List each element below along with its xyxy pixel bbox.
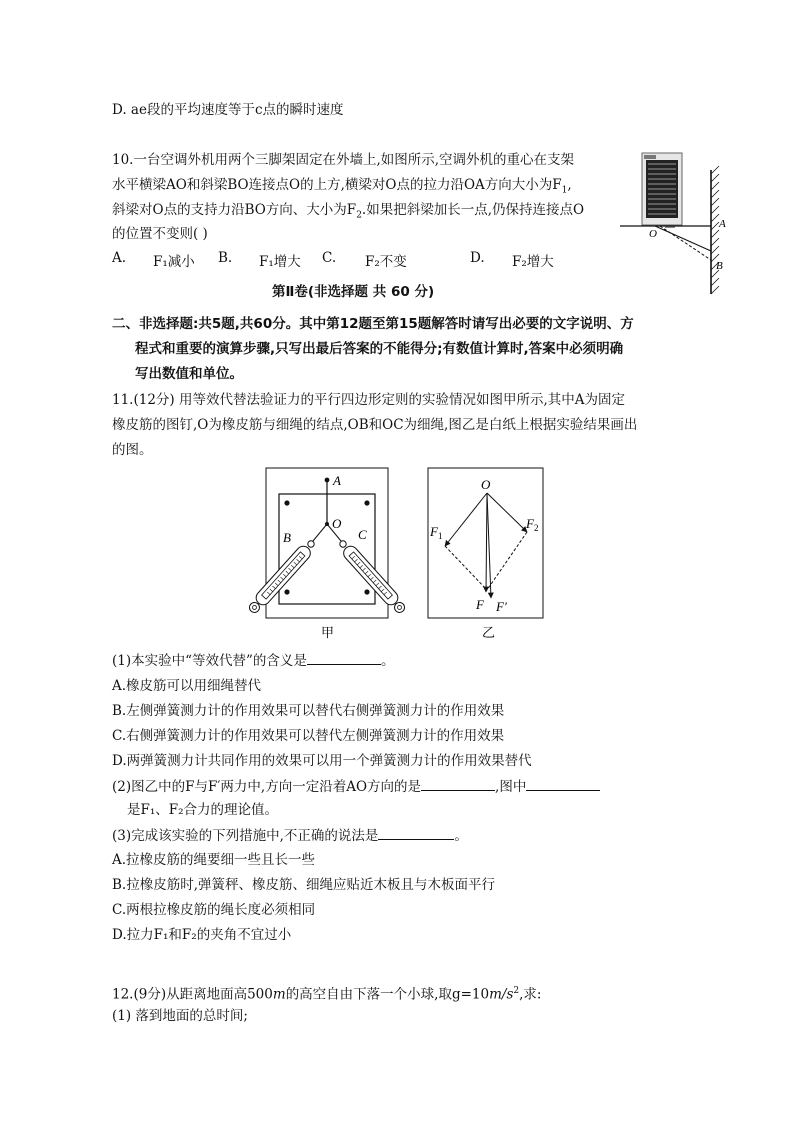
q10-option-b-text: F₁增大 [259, 254, 301, 270]
q10-figure [615, 148, 735, 296]
q11-figure-jia [246, 466, 416, 646]
jia-label-b: B [283, 530, 291, 545]
q10-option-a-text: F₁减小 [153, 254, 195, 270]
part2-intro-line3: 写出数值和单位。 [135, 366, 243, 382]
part2-intro-line1: 二、非选择题:共5题,共60分。其中第12题至第15题解答时请写出必要的文字说明、方 [112, 316, 634, 332]
yi-label-f: F [476, 597, 484, 612]
q10-line2: 水平横梁AO和斜梁BO连接点O的上方,横梁对O点的拉力沿OA方向大小为$F_1$, [112, 177, 572, 196]
jia-label-o: O [332, 516, 342, 531]
q10-option-d-text: F₂增大 [512, 254, 554, 270]
q11-sub1-option-a: A.橡皮筋可以用细绳替代 [112, 678, 262, 694]
q11-figure-yi [426, 466, 546, 646]
q11-line2: 橡皮筋的图钉,O为橡皮筋与细绳的结点,OB和OC为细绳,图乙是白纸上根据实验结果画出 [112, 417, 638, 433]
q12-line1: 12.(9分)从距离地面高500m的高空自由下落一个小球,取$g=10m/s^2$,求: [112, 986, 542, 1003]
q11-line3: 的图。 [112, 442, 153, 458]
part2-intro-line2: 程式和重要的演算步骤,只写出最后答案的不能得分;有数值计算时,答案中必须明确 [135, 341, 624, 357]
q10-option-c-text: F₂不变 [365, 254, 407, 270]
q11-sub3-answer-blank[interactable] [378, 825, 454, 840]
q10-line3: 斜梁对O点的支持力沿BO方向、大小为$F_2$.如果把斜梁加长一点,仍保持连接点O [112, 202, 585, 221]
q11-sub3-option-a: A.拉橡皮筋的绳要细一些且长一些 [112, 852, 316, 868]
yi-label-f1: $F_1$ [430, 524, 443, 541]
part2-heading: 第Ⅱ卷(非选择题 共 60 分) [272, 284, 435, 300]
q11-sub3-option-c: C.两根拉橡皮筋的绳长度必须相同 [112, 902, 316, 918]
q11-line1: 11.(12分) 用等效代替法验证力的平行四边形定则的实验情况如图甲所示,其中A为固定 [112, 392, 626, 408]
q10-label-b: B [716, 260, 723, 272]
q10-line4: 的位置不变则( ) [112, 226, 208, 242]
q12-sub1: (1) 落到地面的总时间; [112, 1008, 248, 1024]
q10-option-d: D. [470, 250, 485, 266]
q11-sub3-question: (3)完成该实验的下列措施中,不正确的说法是 。 [112, 825, 468, 846]
q11-sub1-question: (1)本实验中“等效代替”的含义是 。 [112, 650, 394, 671]
jia-caption: 甲 [321, 626, 335, 641]
q9-option-d: D. ae段的平均速度等于c点的瞬时速度 [112, 102, 344, 118]
jia-label-a: A [333, 473, 341, 488]
q10-option-b: B. [218, 250, 233, 266]
q11-sub2-question: (2)图乙中的F与F′两力中,方向一定沿着AO方向的是 ,图中 [112, 776, 600, 797]
q10-option-c: C. [322, 250, 337, 266]
q11-sub1-option-c: C.右侧弹簧测力计的作用效果可以替代左侧弹簧测力计的作用效果 [112, 728, 505, 744]
q11-sub3-option-b: B.拉橡皮筋时,弹簧秤、橡皮筋、细绳应贴近木板且与木板面平行 [112, 877, 496, 893]
q11-sub3-option-d: D.拉力F₁和F₂的夹角不宜过小 [112, 927, 292, 943]
yi-label-fprime: F′ [496, 599, 507, 614]
yi-caption: 乙 [482, 626, 496, 641]
yi-label-o: O [481, 477, 491, 492]
q11-sub2-line2: 是F₁、F₂合力的理论值。 [127, 802, 279, 818]
q10-label-a: A [719, 218, 726, 230]
q11-sub1-option-b: B.左侧弹簧测力计的作用效果可以替代右侧弹簧测力计的作用效果 [112, 703, 505, 719]
yi-label-f2: $F_2$ [526, 516, 539, 533]
q10-option-a: A. [112, 250, 127, 266]
q10-label-o: O [649, 228, 657, 240]
q11-sub1-option-d: D.两弹簧测力计共同作用的效果可以用一个弹簧测力计的作用效果替代 [112, 753, 532, 769]
q11-sub2-answer-blank-1[interactable] [421, 776, 495, 791]
q10-line1: 10.一台空调外机用两个三脚架固定在外墙上,如图所示,空调外机的重心在支架 [112, 152, 575, 168]
q11-sub1-answer-blank[interactable] [307, 650, 381, 665]
jia-label-c: C [358, 527, 367, 542]
q11-sub2-answer-blank-2[interactable] [526, 776, 600, 791]
